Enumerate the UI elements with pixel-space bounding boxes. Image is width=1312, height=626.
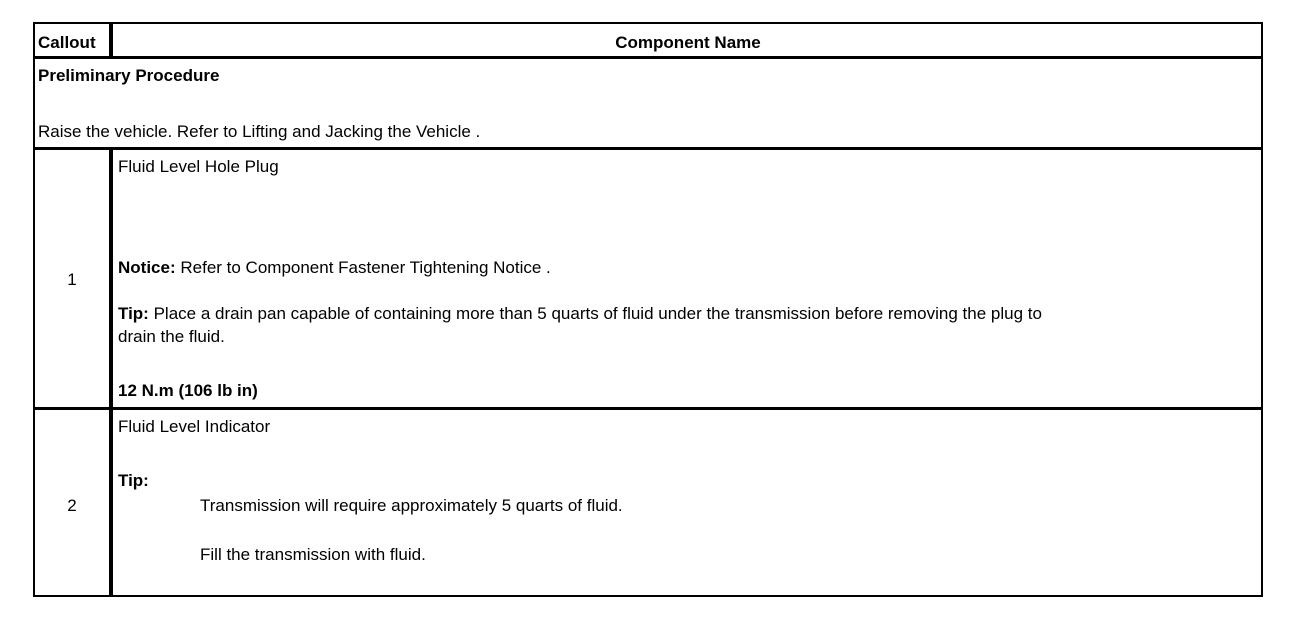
callout-column-divider-body [109,147,113,595]
row1-notice [118,259,551,276]
tip-label: Tip: [118,304,149,323]
row1-divider [35,407,1261,410]
tip-text: Place a drain pan capable of containing more than 5 quarts of fluid under the transmission before removing the plug to [153,304,1042,323]
callout-header: Callout [38,33,96,52]
row2-tip-label: Tip: [118,471,149,490]
component-table [33,22,1263,597]
preliminary-divider [35,147,1261,150]
row1-tip-line2: drain the fluid. [118,327,225,346]
header-divider [35,56,1261,59]
row1-torque-spec: 12 N.m (106 lb in) [118,381,258,400]
preliminary-title: Preliminary Procedure [38,66,220,85]
component-name-header: Component Name [615,33,761,52]
row1-tip-line1 [118,305,1042,322]
row1-callout: 1 [67,270,77,289]
row2-tip-item1: Transmission will require approximately 5 quarts of fluid. [200,496,623,515]
row2-tip-item2: Fill the transmission with fluid. [200,545,426,564]
preliminary-text: Raise the vehicle. Refer to Lifting and Jacking the Vehicle . [38,122,481,141]
callout-column-divider-header [109,24,113,57]
notice-text: Refer to Component Fastener Tightening Notice . [180,258,551,277]
row2-component-name: Fluid Level Indicator [118,417,271,436]
row1-component-name: Fluid Level Hole Plug [118,157,279,176]
notice-label: Notice: [118,258,176,277]
row2-callout: 2 [67,496,77,515]
